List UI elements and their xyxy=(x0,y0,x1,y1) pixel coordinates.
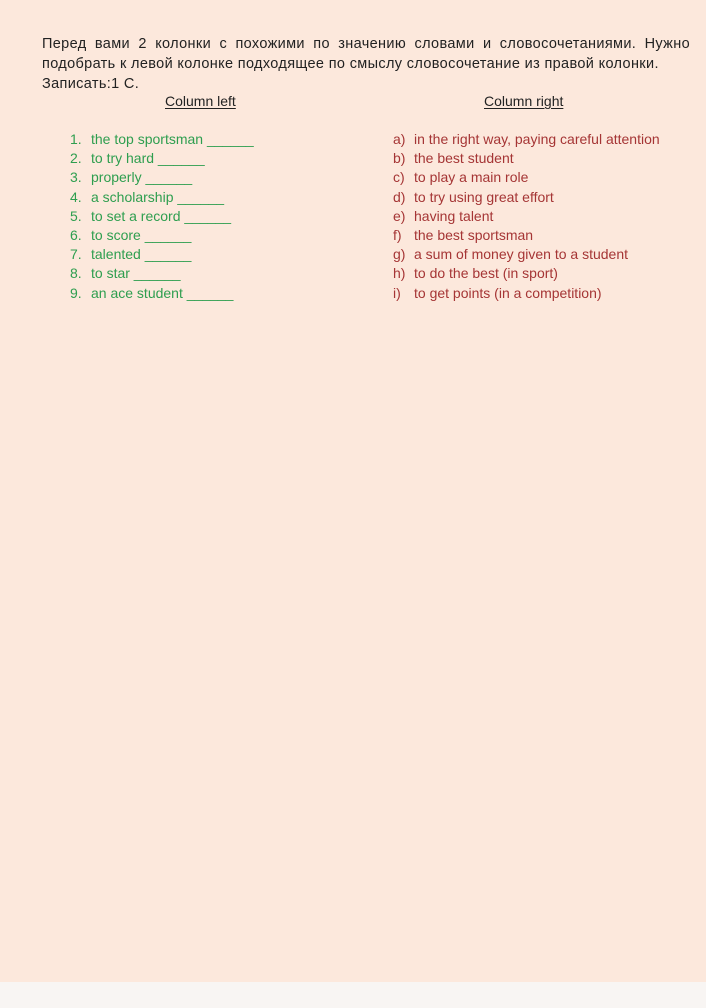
item-text: to star ______ xyxy=(91,265,181,282)
item-letter: e) xyxy=(393,207,406,224)
right-item xyxy=(393,149,660,168)
instructions-task: Записать:1 С. xyxy=(42,76,140,92)
item-text: an ace student ______ xyxy=(91,284,234,301)
left-item xyxy=(70,226,254,245)
right-item xyxy=(393,168,660,187)
item-text: having talent xyxy=(414,207,494,224)
item-number: 6. xyxy=(70,227,82,244)
item-text: to try using great effort xyxy=(414,188,554,205)
item-letter: c) xyxy=(393,169,405,186)
right-item xyxy=(393,130,660,149)
item-text: the best student xyxy=(414,150,514,167)
left-item xyxy=(70,130,254,149)
right-item xyxy=(393,284,660,303)
item-number: 1. xyxy=(70,131,82,147)
left-item xyxy=(70,168,254,187)
left-item xyxy=(70,188,254,207)
item-number: 9. xyxy=(70,284,82,301)
item-text: to try hard ______ xyxy=(91,150,205,167)
left-item xyxy=(70,207,254,226)
instructions-text: Перед вами 2 колонки с похожими по значению словами и словосочетаниями. Нужно подобрать к левой колонке подходящее по смыслу словосочетание из правой колонки. xyxy=(42,36,690,72)
left-item xyxy=(70,149,254,168)
item-text: to set a record ______ xyxy=(91,207,232,224)
item-text: properly ______ xyxy=(91,169,193,186)
item-letter: i) xyxy=(393,284,401,301)
item-text: talented ______ xyxy=(91,246,192,263)
right-item xyxy=(393,188,660,207)
column-right-header: Column right xyxy=(484,93,564,109)
left-column-list xyxy=(70,130,254,303)
item-number: 5. xyxy=(70,207,82,224)
right-column-list xyxy=(393,130,660,303)
item-number: 4. xyxy=(70,188,82,205)
bottom-strip xyxy=(0,982,706,1008)
item-text: the best sportsman xyxy=(414,227,534,244)
item-number: 3. xyxy=(70,169,82,186)
right-item xyxy=(393,264,660,283)
item-letter: f) xyxy=(393,227,402,244)
item-text: to score ______ xyxy=(91,227,192,244)
item-number: 7. xyxy=(70,246,82,263)
item-letter: h) xyxy=(393,265,406,282)
left-item xyxy=(70,284,254,303)
item-text: to play a main role xyxy=(414,169,529,186)
right-item xyxy=(393,226,660,245)
item-letter: g) xyxy=(393,246,406,263)
item-letter: d) xyxy=(393,188,406,205)
item-text: to do the best (in sport) xyxy=(414,265,558,282)
item-letter: b) xyxy=(393,150,406,167)
item-text: the top sportsman ______ xyxy=(91,131,254,147)
item-text: a scholarship ______ xyxy=(91,188,225,205)
item-number: 8. xyxy=(70,265,82,282)
right-item xyxy=(393,207,660,226)
column-left-header: Column left xyxy=(165,93,236,109)
item-letter: a) xyxy=(393,131,406,147)
right-item xyxy=(393,245,660,264)
instructions xyxy=(42,34,690,94)
item-text: in the right way, paying careful attention xyxy=(414,131,660,147)
item-text: to get points (in a competition) xyxy=(414,284,602,301)
item-number: 2. xyxy=(70,150,82,167)
item-text: a sum of money given to a student xyxy=(414,246,629,263)
left-item xyxy=(70,245,254,264)
left-item xyxy=(70,264,254,283)
